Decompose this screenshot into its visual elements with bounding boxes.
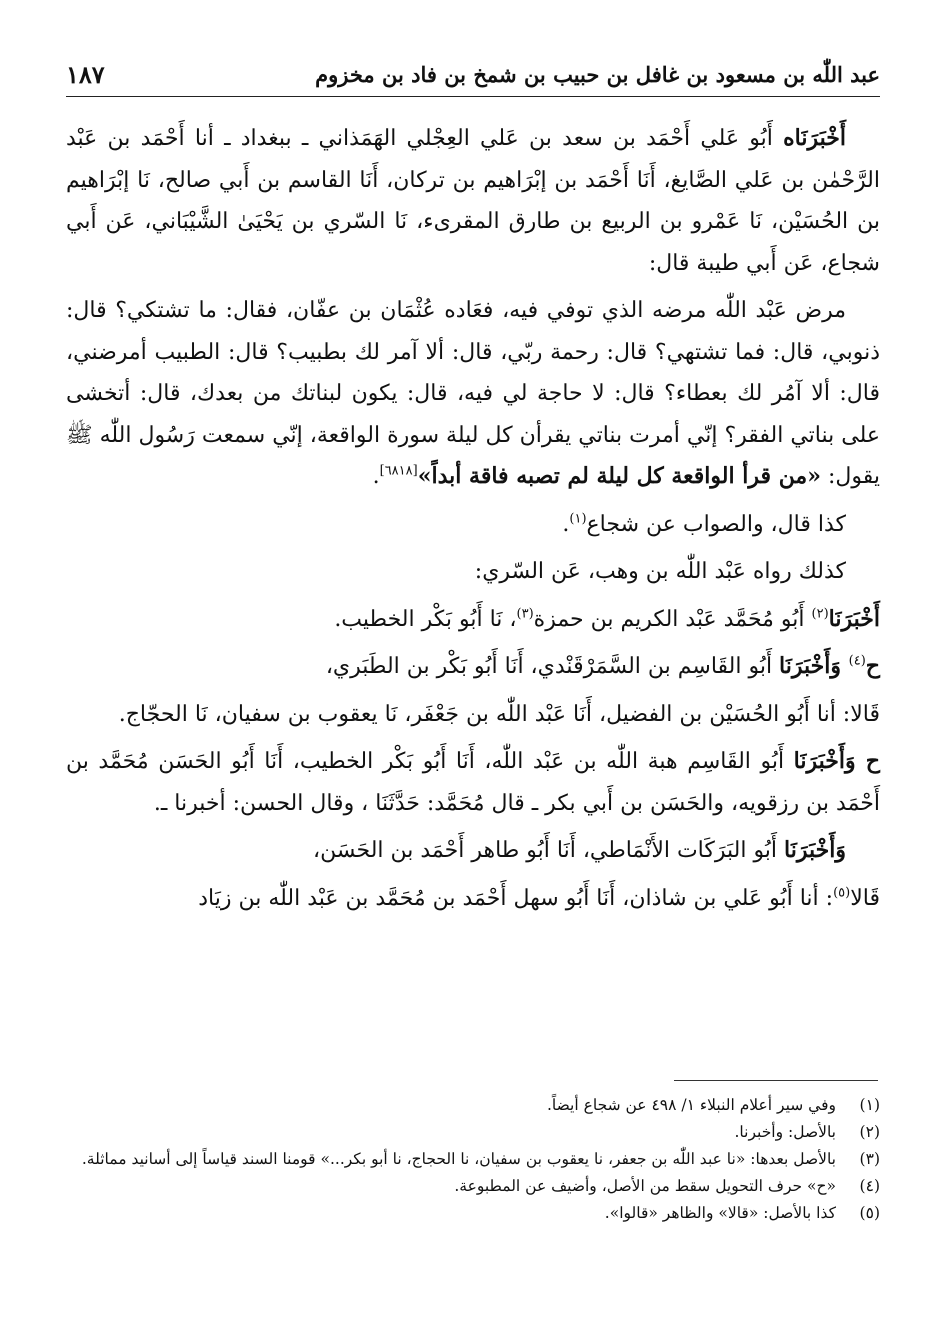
footnote-item	[66, 1092, 880, 1119]
footnote-ref-1: (١)	[569, 511, 587, 527]
paragraph-4-text: كذلك رواه عَبْد اللّٰه بن وهب، عَن السّري:	[474, 559, 846, 584]
keyword-akhbarana: أَخْبَرَنَاه	[783, 125, 846, 151]
paragraph-9-text: أَبُو البَرَكَات الأَنْمَاطي، أَنَا أَبُو طاهر أَحْمَد بن الحَسَن،	[313, 838, 785, 863]
footnote-number: (٢)	[859, 1123, 880, 1141]
paragraph-4	[66, 551, 880, 593]
paragraph-3-text: كذا قال، والصواب عن شجاع	[586, 511, 846, 537]
footnote-text: بالأصل بعدها: «نا عبد اللّٰه بن جعفر، نا يعقوب بن سفيان، نا الحجاج، نا أبو بكر...» قومنا السند قياساً إلى أسانيد مماثلة.	[81, 1150, 836, 1168]
footnote-divider	[674, 1080, 878, 1081]
footnote-text: وفي سير أعلام النبلاء ١/ ٤٩٨ عن شجاع أيضاً.	[546, 1096, 836, 1114]
keyword-wa-akhbarana: وَأَخْبَرَنَا	[793, 748, 866, 774]
footnote-ref-4: (٤)	[848, 653, 866, 669]
paragraph-10-end: : أنا أَبُو عَلي بن شاذان، أَنَا أَبُو سهل أَحْمَد بن مُحَمَّد بن عَبْد اللّٰه بن زيَاد	[198, 885, 834, 911]
paragraph-10	[66, 878, 880, 920]
keyword-wa-akhbarana: وَأَخْبَرَنَا	[784, 837, 846, 863]
paragraph-3-end: .	[562, 511, 570, 537]
tahwil-mark: ح	[865, 748, 880, 774]
paragraph-8-text: أَبُو القَاسِم هبة اللّٰه بن عَبْد اللّٰه، أَنَا أَبُو بَكْر الخطيب، أَنَا أَبُو الحَسَن مُحَمَّد بن أَحْمَد بن رزقويه، والحَسَن بن أَبي بكر ـ قال مُحَمَّد: حَدَّثَنَا ، وقال الحسن: أخبرنا ـ.	[66, 749, 880, 816]
footnote-ref-3: (٣)	[516, 606, 534, 622]
paragraph-1-text: أَبُو عَلي أَحْمَد بن سعد بن عَلي العِجْلي الهَمَذاني ـ ببغداد ـ أنا أَحْمَد بن عَبْد الرَّحْمٰن بن عَلي الصَّايغ، أَنَا أَحْمَد بن إبْرَاهيم بن تركان، أَنَا القاسم بن أَبي صالح، نَا إبْرَاهيم بن الحُسَيْن، نَا عَمْرو بن الربيع بن طارق المقرىء، نَا السّري بن يَحْيَىٰ الشَّيْبَاني، عَن أَبي شجاع، عَن أَبي طيبة قال:	[66, 126, 881, 276]
footnote-number: (٥)	[859, 1204, 880, 1222]
main-text	[66, 118, 880, 919]
paragraph-2-text: مرض عَبْد اللّٰه مرضه الذي توفي فيه، فعَاده عُثْمَان بن عفّان، فقال: ما تشتكي؟ قال: ذنوبي، قال: فما تشتهي؟ قال: رحمة ربّي، قال: ألا آمر لك بطبيب؟ قال: الطبيب أمرضني، قال: ألا آمُر لك بعطاء؟ قال: لا حاجة لي فيه، قال: يكون لبناتك من بعدك، قال: أتخشى على بناتي الفقر؟ إنّي أمرت بناتي يقرأن كل ليلة سورة الواقعة، إنّي سمعت رَسُول اللّٰه ﷺ يقول:	[66, 298, 880, 489]
keyword-wa-akhbarana: وَأَخْبَرَنَا	[779, 653, 849, 679]
paragraph-5-text: أَبُو مُحَمَّد عَبْد الكريم بن حمزة	[533, 606, 812, 632]
paragraph-2-end: .	[372, 464, 380, 489]
footnote-number: (٣)	[859, 1150, 880, 1168]
footnote-item	[66, 1119, 880, 1146]
paragraph-7	[66, 694, 880, 736]
footnote-text: بالأصل: وأخبرنا.	[734, 1123, 836, 1141]
page-number: ١٨٧	[66, 59, 105, 89]
paragraph-1	[66, 118, 880, 284]
hadith-quote: «من قرأ الواقعة كل ليلة لم تصبه فاقة أبداً»	[417, 463, 821, 489]
footnote-text: «ح» حرف التحويل سقط من الأصل، وأضيف عن المطبوعة.	[454, 1177, 836, 1195]
page-header	[66, 52, 880, 97]
paragraph-2	[66, 290, 880, 498]
footnote-item	[66, 1200, 880, 1227]
paragraph-5	[66, 599, 880, 641]
tahwil-mark: ح	[865, 653, 880, 679]
running-title: عبد اللّٰه بن مسعود بن غافل بن حبيب بن شمخ بن فاد بن مخزوم	[315, 61, 880, 87]
footnote-number: (٤)	[859, 1177, 880, 1195]
paragraph-3	[66, 504, 880, 546]
footnotes	[66, 1092, 880, 1227]
footnote-ref-5: (٥)	[833, 885, 851, 901]
paragraph-9	[66, 830, 880, 872]
paragraph-5-end: ، نَا أَبُو بَكْر الخطيب.	[334, 606, 517, 632]
paragraph-6-text: أَبُو القَاسِم بن السَّمَرْقَنْدي، أَنَا أَبُو بَكْر بن الطَبَري،	[325, 654, 780, 679]
paragraph-7-text: قَالا: أنا أَبُو الحُسَيْن بن الفضيل، أَنَا عَبْد اللّٰه بن جَعْفَر، نَا يعقوب بن سفيان، نَا الحجّاج.	[118, 701, 880, 727]
footnote-text: كذا بالأصل: «قالا» والظاهر «قالوا».	[604, 1204, 836, 1222]
keyword-akhbarana: أَخْبَرَنَا	[828, 605, 880, 632]
paragraph-6	[66, 646, 880, 688]
footnote-ref-2: (٢)	[811, 606, 829, 622]
footnote-item	[66, 1173, 880, 1200]
hadith-number: [٦٨١٨]	[379, 463, 418, 479]
footnote-item	[66, 1146, 880, 1173]
footnote-number: (١)	[859, 1096, 880, 1114]
paragraph-10-text: قَالا	[850, 885, 880, 911]
paragraph-8	[66, 741, 880, 824]
